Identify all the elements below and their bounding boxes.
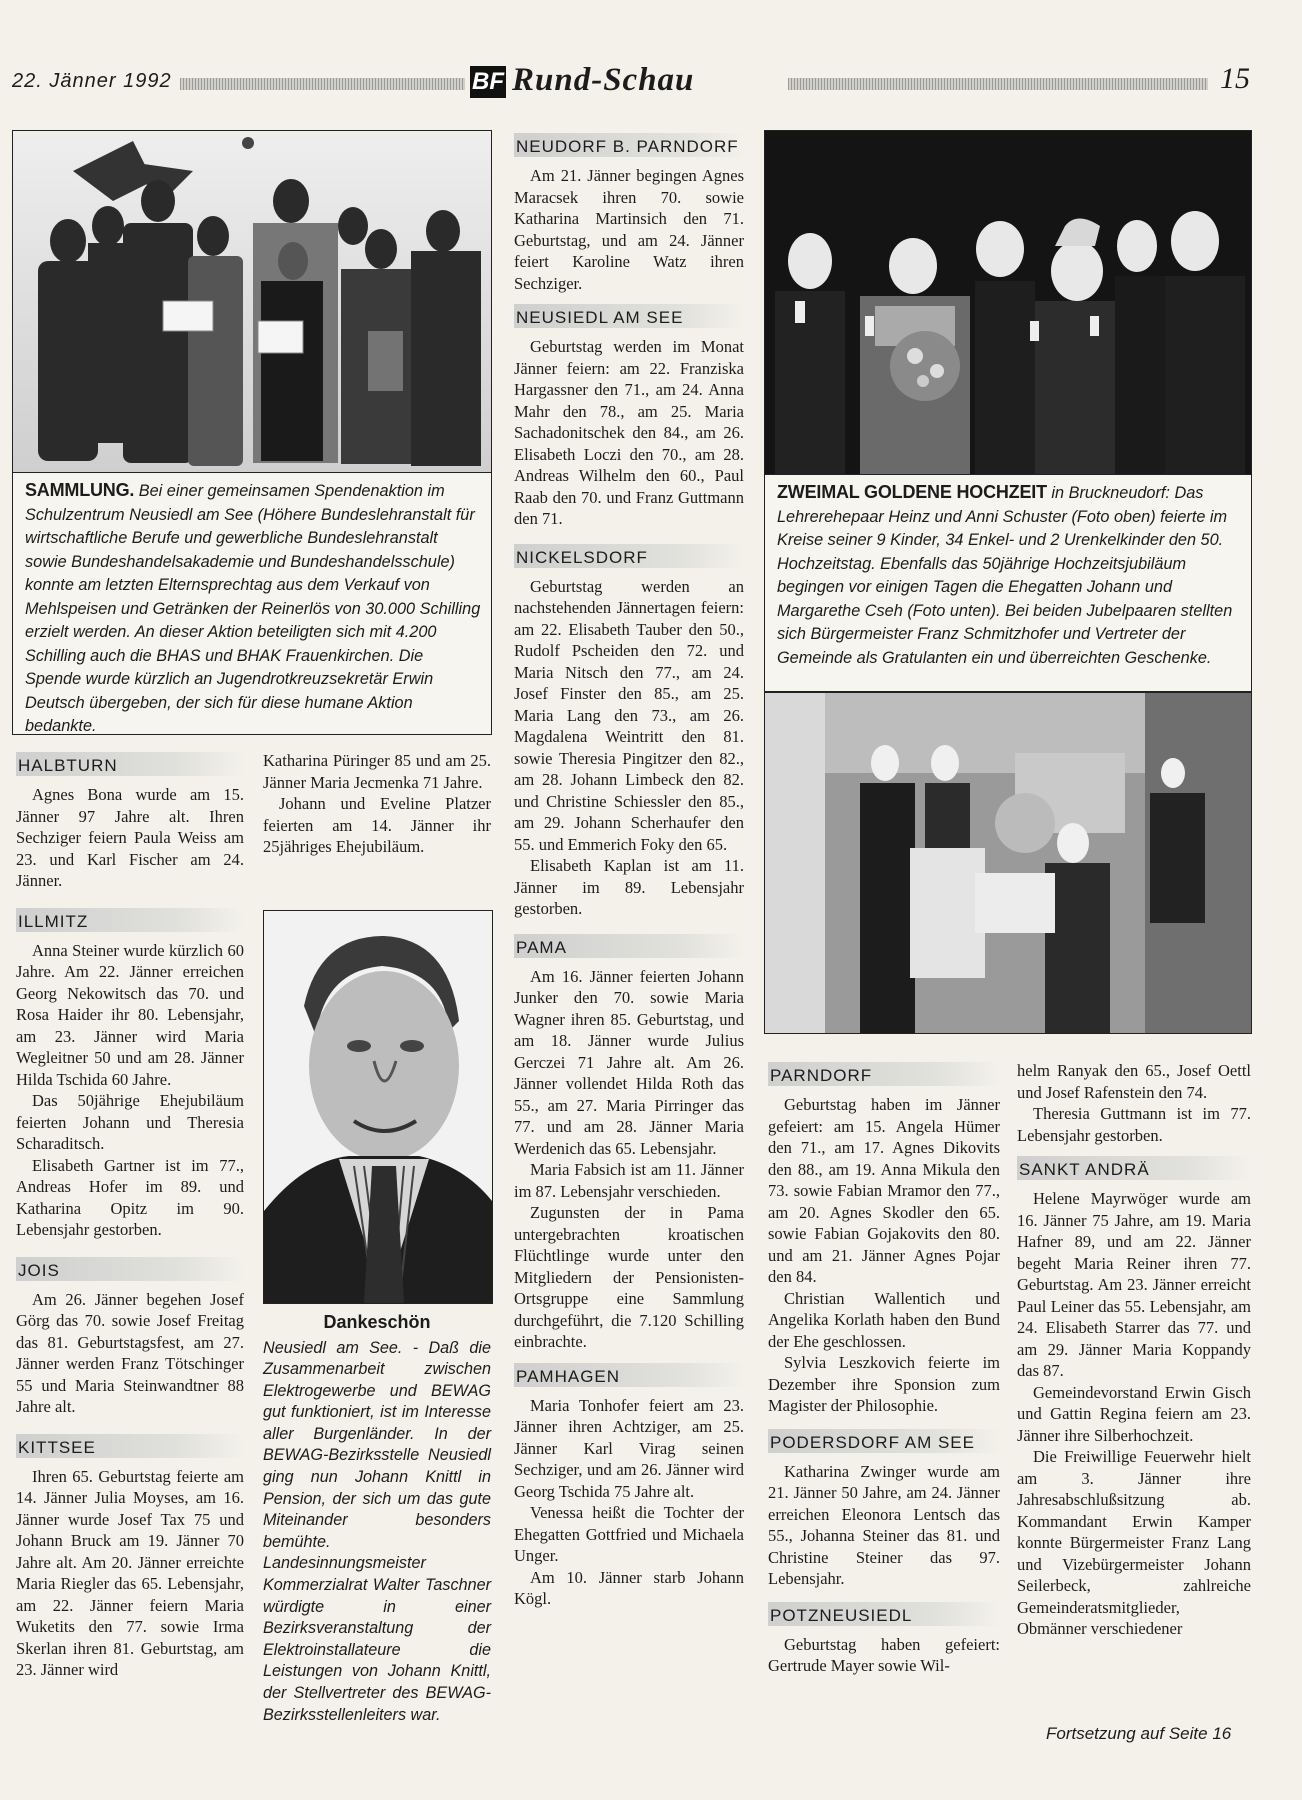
header-rule-left <box>180 78 465 90</box>
text-dankeschoen: Neusiedl am See. - Daß die Zusammenarbeit zwischen Elektrogewerbe und BEWAG gut funktioniert, ist im Interesse aller Burgenländer. In der BEWAG-Bezirksstelle Neusiedl ging nun Johann Knittl in Pension, der sich um das gute Miteinander besonders bemühte. Landesinnungsmeister Kommerzialrat Walter Taschner würdigte in einer Bezirksveranstaltung der Elektroinstallateure die Leistungen von Johann Knittl, der Stellvertreter des BEWAG-Bezirksstellenleiters war. <box>263 1338 491 1724</box>
caption-goldene-hochzeit-text: in Bruckneudorf: Das Lehrerehepaar Heinz und Anni Schuster (Foto oben) feierte im Kreise seiner 9 Kinder, 34 Enkel- und 2 Urenkelkinder den 50. Hochzeitstag. Ebenfalls das 50jährige Hochzeitsjubiläum begingen vor einigen Tagen die Ehegatten Johann und Margarethe Cseh (Foto unten). Bei beiden Jubelpaaren stellten sich Bürgermeister Franz Schmitzhofer und Vertreter der Gemeinde als Gratulanten ein und überreichten Geschenke. <box>777 484 1233 667</box>
text-pama-3: Zugunsten der in Pama untergebrachten kroatischen Flüchtlinge wurde unter den Mitgliedern der Pensionisten-Ortsgruppe eine Sammlung durchgeführt, die 7.120 Schilling einbrachte. <box>514 1203 744 1351</box>
issue-date: 22. Jänner 1992 <box>12 70 172 92</box>
heading-dankeschoen: Dankeschön <box>323 1312 431 1332</box>
column-3 <box>514 133 744 1610</box>
photo-knittl-portrait <box>263 910 493 1304</box>
text-col2-continuation: Katharina Püringer 85 und am 25. Jänner Maria Jecmenka 71 Jahre. <box>263 751 491 792</box>
text-neudorf: Am 21. Jänner begingen Agnes Maracsek ihren 70. sowie Katharina Martinsich den 71. Geburtstag, und am 24. Jänner feiert Karoline Watz ihren Sechziger. <box>514 166 744 293</box>
heading-parndorf: PARNDORF <box>768 1062 1000 1086</box>
text-podersdorf: Katharina Zwinger wurde am 21. Jänner 50 Jahre, am 24. Jänner erreichen Eleonora Lentsch das 55., Johanna Steiner das 81. und Christine Steiner das 97. Lebensjahr. <box>768 1461 1000 1588</box>
text-kittsee: Ihren 65. Geburtstag feierte am 14. Jänner Julia Moyses, am 16. Jänner wurde Josef Tax 75 und Johann Bruck am 19. Jänner 70 Jahre alt. Am 20. Jänner erreichte Maria Riegler das 65. Lebensjahr, am 22. Jänner feiern Maria Wuketits den 77. sowie Irma Skerlan ihren 81. Geburtstag, am 23. Jänner wird <box>16 1466 244 1679</box>
column-5 <box>1017 1060 1251 1640</box>
text-platzer: Johann und Eveline Platzer feierten am 14. Jänner ihr 25jähriges Ehejubiläum. <box>263 794 491 856</box>
text-parndorf-2: Christian Wallentich und Angelika Korlath haben den Bund der Ehe geschlossen. <box>768 1288 1000 1351</box>
caption-goldene-hochzeit <box>764 474 1252 692</box>
header-rule-right <box>788 78 1208 90</box>
text-nickelsdorf-1: Geburtstag werden an nachstehenden Jännertagen feiern: am 22. Elisabeth Tauber den 50., Rudolf Pscheiden den 72. und Maria Nitsch den 77., am 24. Josef Finster den 85., am 25. Maria Lang den 73., am 26. Magdalena Weintritt den 81. sowie Theresia Pingitzer den 82., am 28. Johann Limbeck den 82. und Christine Schiessler den 85., am 29. Johann Scherhaufer den 55. und Emmerich Foky den 65. <box>514 576 744 854</box>
continuation-note: Fortsetzung auf Seite 16 <box>1046 1724 1232 1743</box>
text-sankt-andrae-3: Die Freiwillige Feuerwehr hielt am 3. Jänner ihre Jahresabschlußsitzung ab. Kommandant Erwin Kamper konnte Bürgermeister Franz Lang und Vizebürgermeister Johann Seilerbeck, zahlreiche Gemeinderatsmitglieder, Obmänner verschiedener <box>1017 1447 1251 1638</box>
text-sankt-andrae-1: Helene Mayrwöger wurde am 16. Jänner 75 Jahre, am 19. Maria Hafner 89, und am 22. Jänner begeht Maria Reiner ihren 77. Geburtstag. Am 23. Jänner erreicht Paul Leiner das 55. Lebensjahr, am 24. Elisabeth Starrer das 77. und am 29. Jänner Maria Koppandy das 87. <box>1017 1189 1251 1380</box>
page-number: 15 <box>1220 62 1250 95</box>
heading-illmitz: ILLMITZ <box>16 908 244 932</box>
text-potzneusiedl: Geburtstag haben gefeiert: Gertrude Mayer sowie Wil- <box>768 1634 1000 1675</box>
heading-kittsee: KITTSEE <box>16 1434 244 1458</box>
column-2-dankeschoen <box>263 1308 491 1726</box>
text-pamhagen-2: Venessa heißt die Tochter der Ehegatten Gottfried und Michaela Unger. <box>514 1503 744 1565</box>
text-guttmann: Theresia Guttmann ist im 77. Lebensjahr gestorben. <box>1017 1104 1251 1145</box>
caption-sammlung-text: Bei einer gemeinsamen Spendenaktion im Schulzentrum Neusiedl am See (Höhere Bundeslehranstalt für wirtschaftliche Berufe und gewerbliche Bundeslehranstalt sowie Bundeshandelsakademie und Bundeshandelsschule) konnte am letzten Elternsprechtag aus dem Verkauf von Mehlspeisen und Getränken der Reinerlös von 30.000 Schilling erzielt werden. An dieser Aktion beteiligten sich mit 4.200 Schilling auch die BHAS und BHAK Frauenkirchen. Die Spende wurde kürzlich an Jugendrotkreuzsekretär Erwin Deutsch übergeben, der sich für diese humane Aktion bedankte. <box>25 482 481 735</box>
heading-neudorf: NEUDORF B. PARNDORF <box>514 133 744 157</box>
caption-goldene-hochzeit-lead: ZWEIMAL GOLDENE HOCHZEIT <box>777 482 1047 502</box>
text-illmitz-3: Elisabeth Gartner ist im 77., Andreas Hofer im 89. und Katharina Opitz im 90. Lebensjahr gestorben. <box>16 1155 244 1239</box>
text-sankt-andrae-2: Gemeindevorstand Erwin Gisch und Gattin Regina feiern am 23. Jänner ihre Silberhochzeit. <box>1017 1382 1251 1445</box>
text-illmitz-1: Anna Steiner wurde kürzlich 60 Jahre. Am 22. Jänner erreichen Georg Nekowitsch das 70. und Rosa Haider ihr 80. Lebensjahr, am 23. Jänner wird Maria Wegleitner 50 und am 28. Jänner Hilda Tschida 60 Jahre. <box>16 940 244 1089</box>
heading-podersdorf: PODERSDORF AM SEE <box>768 1429 1000 1453</box>
text-pamhagen-1: Maria Tonhofer feiert am 23. Jänner ihren Achtziger, am 25. Jänner Karl Virag seinen Sechziger, und am 26. Jänner wird Georg Tschida 75 Jahre alt. <box>514 1395 744 1501</box>
column-2-top <box>263 750 491 858</box>
heading-halbturn: HALBTURN <box>16 752 244 776</box>
heading-neusiedl: NEUSIEDL AM SEE <box>514 304 744 328</box>
text-pamhagen-3: Am 10. Jänner starb Johann Kögl. <box>514 1567 744 1608</box>
text-neusiedl: Geburtstag werden im Monat Jänner feiern: am 22. Franziska Hargassner den 71., am 24. Anna Mahr den 78., am 25. Maria Sachadonitschek den 84., am 26. Elisabeth Loczi den 70., am 28. Andreas Wilhelm den 60., Paul Raab den 70. und Franz Guttmann den 71. <box>514 337 744 528</box>
text-pama-2: Maria Fabsich ist am 11. Jänner im 87. Lebensjahr verschieden. <box>514 1160 744 1201</box>
text-potzneusiedl-continuation: helm Ranyak den 65., Josef Oettl und Josef Rafenstein den 74. <box>1017 1061 1251 1102</box>
column-1 <box>16 752 244 1681</box>
column-4 <box>768 1062 1000 1677</box>
heading-pama: PAMA <box>514 934 744 958</box>
section-title: Rund-Schau <box>512 62 695 98</box>
photo-sammlung-group <box>12 130 492 474</box>
text-nickelsdorf-2: Elisabeth Kaplan ist am 11. Jänner im 89. Lebensjahr gestorben. <box>514 856 744 918</box>
caption-sammlung <box>12 472 492 735</box>
text-pama-1: Am 16. Jänner feierten Johann Junker den 70. sowie Maria Wagner ihren 85. Geburtstag, und am 18. Jänner wurde Julius Gerczei 71 Jahre alt. Am 26. Jänner vollendet Hilda Roth das 55., am 27. Maria Pirringer das 77. und am 28. Jänner Maria Werdenich das 65. Lebensjahr. <box>514 966 744 1158</box>
text-jois: Am 26. Jänner begehen Josef Görg das 70. sowie Josef Freitag das 81. Geburtstagsfest, am 27. Jänner werden Franz Tötschinger 55 und Maria Steinwandtner 88 Jahre alt. <box>16 1289 244 1416</box>
text-halbturn: Agnes Bona wurde am 15. Jänner 97 Jahre alt. Ihren Sechziger feiern Paula Weiss am 23. und Karl Fischer am 24. Jänner. <box>16 785 244 890</box>
heading-pamhagen: PAMHAGEN <box>514 1363 744 1387</box>
photo-cseh-anniversary <box>764 692 1252 1034</box>
photo-schuster-anniversary <box>764 130 1252 476</box>
heading-sankt-andrae: SANKT ANDRÄ <box>1017 1156 1251 1180</box>
heading-nickelsdorf: NICKELSDORF <box>514 544 744 568</box>
publication-logo: BF <box>470 66 506 98</box>
heading-jois: JOIS <box>16 1257 244 1281</box>
caption-sammlung-lead: SAMMLUNG. <box>25 480 135 500</box>
heading-potzneusiedl: POTZNEUSIEDL <box>768 1602 1000 1626</box>
text-parndorf-3: Sylvia Leszkovich feierte im Dezember ihre Sponsion zum Magister der Philosophie. <box>768 1353 1000 1415</box>
text-illmitz-2: Das 50jährige Ehejubiläum feierten Johann und Theresia Scharaditsch. <box>16 1091 244 1153</box>
text-parndorf-1: Geburtstag haben im Jänner gefeiert: am 15. Angela Hümer den 71., am 17. Agnes Dikovits den 88., am 19. Anna Mikula den 73. sowie Fabian Mramor den 77., am 20. Agnes Skodler den 65. sowie Fabian Gojakovits den 80. und am 21. Jänner Agnes Pojar den 84. <box>768 1095 1000 1286</box>
